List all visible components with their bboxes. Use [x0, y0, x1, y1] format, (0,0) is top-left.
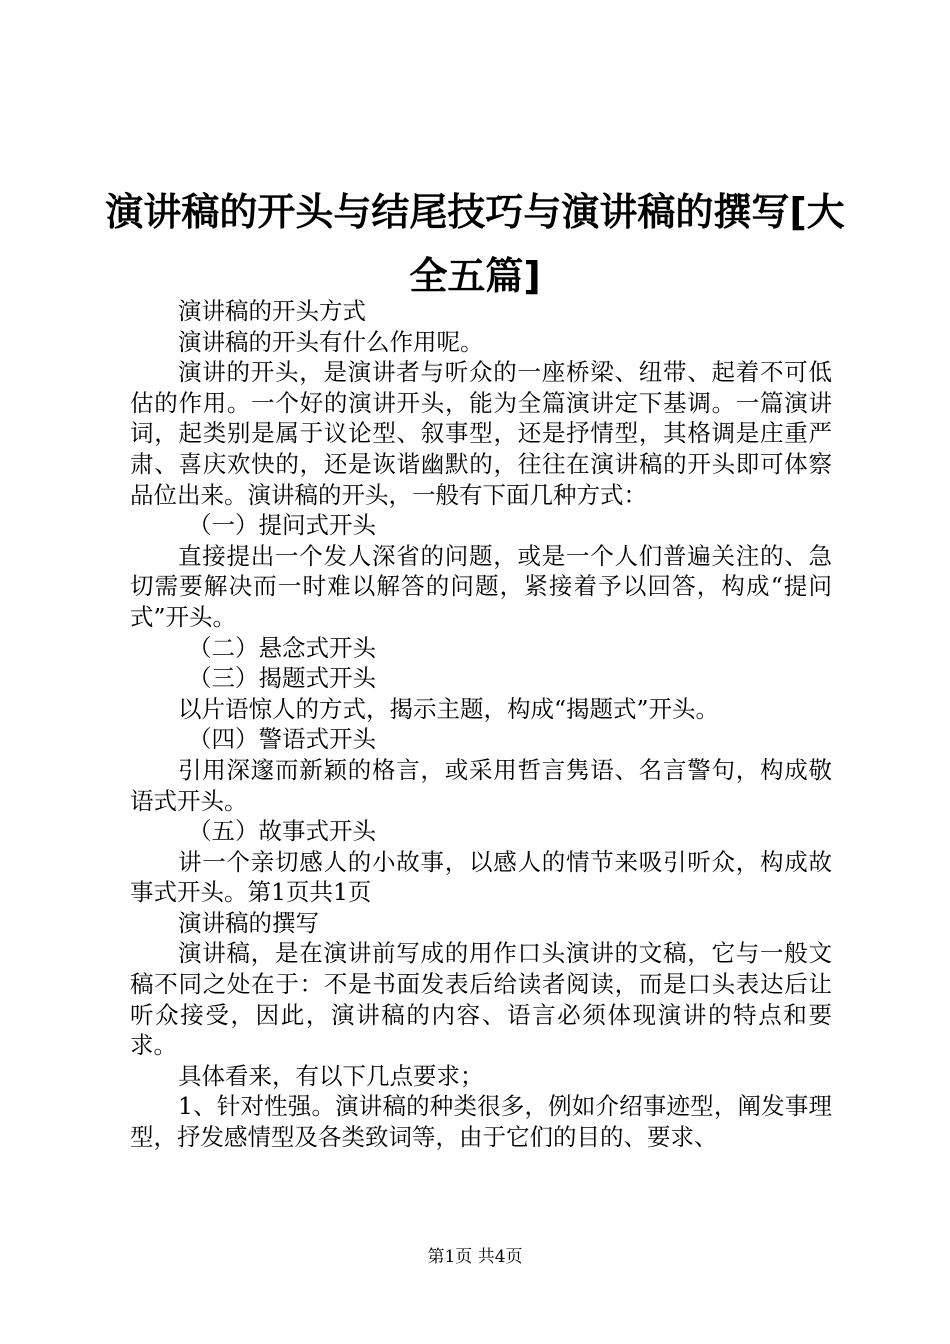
- document-body: [130, 296, 832, 1153]
- heading-line: 演讲稿的开头方式: [178, 297, 366, 325]
- heading-line: （二）悬念式开头: [188, 633, 376, 662]
- heading-line: 具体看来，有以下几点要求；: [178, 1061, 484, 1090]
- paragraph: 讲一个亲切感人的小故事，以感人的情节来吸引听众，构成故事式开头。第1页共1页: [130, 847, 832, 907]
- heading-line: （三）揭题式开头: [188, 664, 376, 693]
- paragraph: 演讲的开头，是演讲者与听众的一座桥梁、纽带、起着不可低估的作用。一个好的演讲开头，能为全篇演讲定下基调。一篇演讲词，起类别是属于议论型、叙事型，还是抒情型，其格调是庄重严肃、喜庆欢快的，还是诙谐幽默的，往往在演讲稿的开头即可体察品位出来。演讲稿的开头，一般有下面几种方式：: [130, 358, 832, 509]
- heading-line: （五）故事式开头: [188, 817, 376, 846]
- paragraph: 1、针对性强。演讲稿的种类很多，例如介绍事迹型，阐发事理型，抒发感情型及各类致词等，由于它们的目的、要求、: [130, 1092, 832, 1152]
- heading-line: （一）提问式开头: [188, 511, 376, 540]
- paragraph: 直接提出一个发人深省的问题，或是一个人们普遍关注的、急切需要解决而一时难以解答的问题，紧接着予以回答，构成“提问式”开头。: [130, 541, 832, 631]
- heading-line: 以片语惊人的方式，揭示主题，构成“揭题式”开头。: [178, 694, 720, 723]
- page-footer: 第1页 共4页: [427, 1247, 523, 1267]
- paragraph: 引用深邃而新颖的格言，或采用哲言隽语、名言警句，构成敬语式开头。: [130, 755, 832, 815]
- heading-line: 演讲稿的开头有什么作用呢。: [178, 327, 484, 356]
- paragraph: 演讲稿，是在演讲前写成的用作口头演讲的文稿，它与一般文稿不同之处在于：不是书面发表后给读者阅读，而是口头表达后让听众接受，因此，演讲稿的内容、语言必须体现演讲的特点和要求。: [130, 939, 832, 1060]
- document-title: 演讲稿的开头与结尾技巧与演讲稿的撰写[大全五篇]: [105, 190, 845, 298]
- heading-line: （四）警语式开头: [188, 725, 376, 754]
- heading-line: 演讲稿的撰写: [178, 908, 319, 937]
